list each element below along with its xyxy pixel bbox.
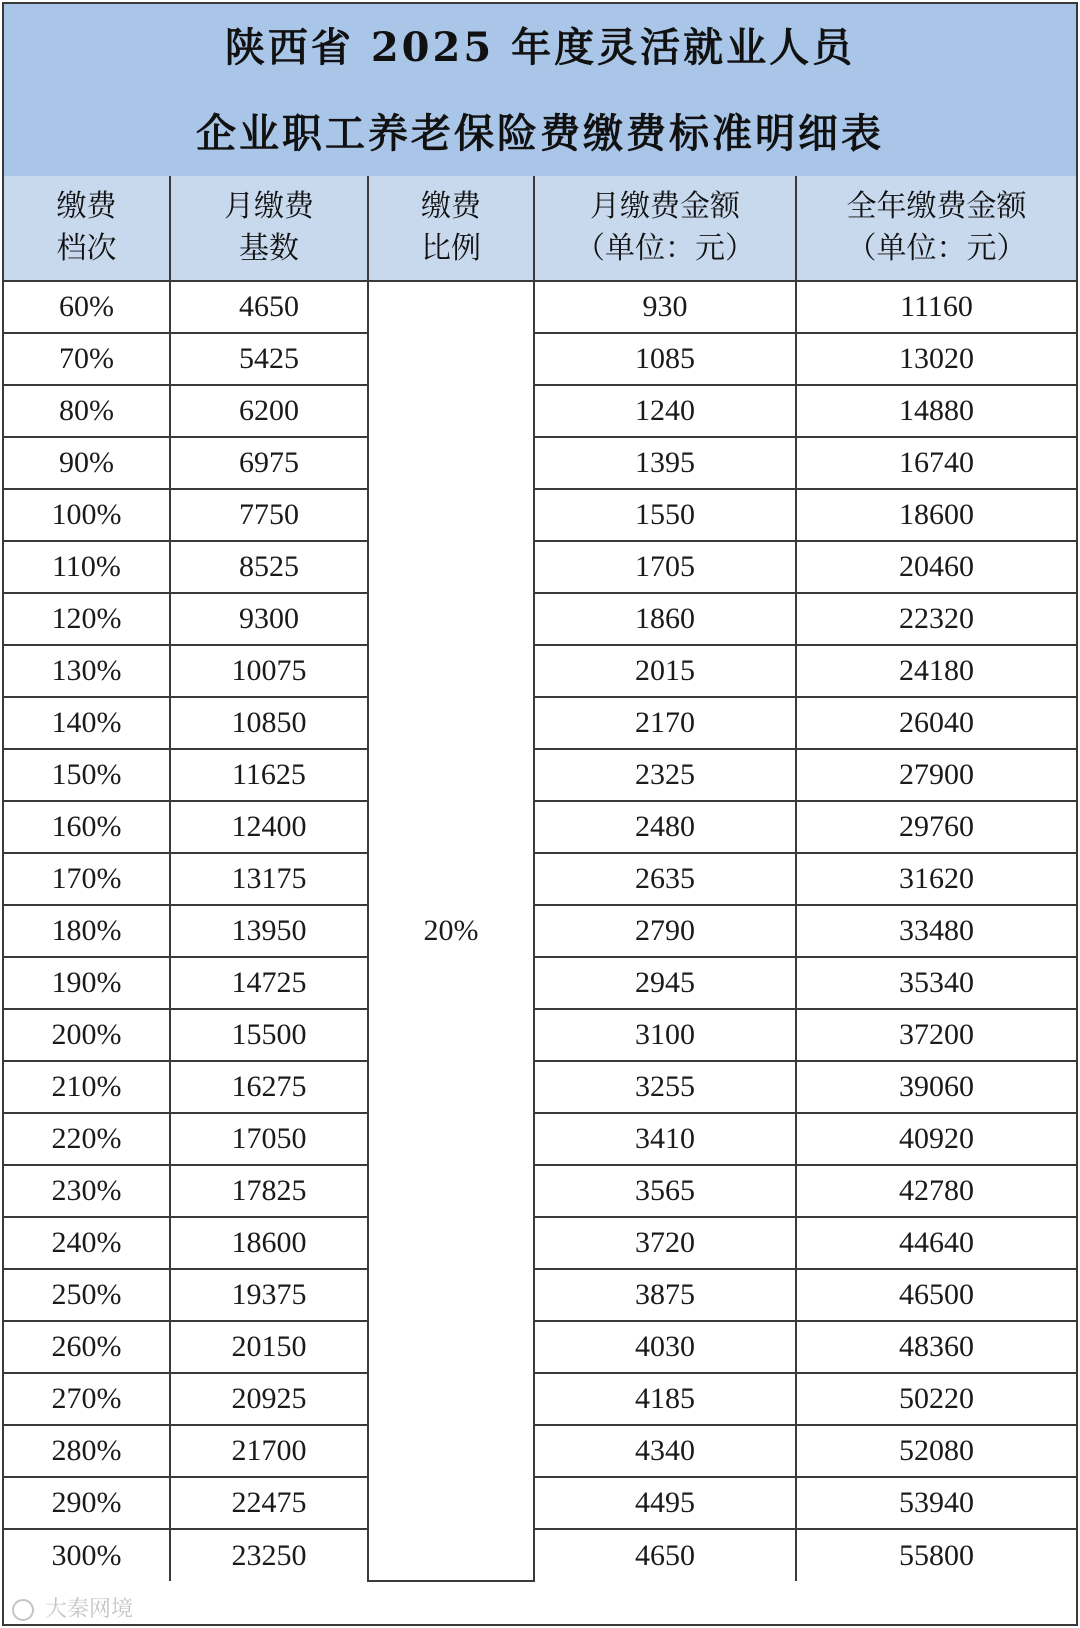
cell-grade: 260% (4, 1321, 170, 1373)
cell-annual-amount: 55800 (796, 1529, 1076, 1581)
cell-monthly-base: 7750 (170, 489, 368, 541)
fee-standard-sheet (2, 2, 1078, 1626)
cell-annual-amount: 13020 (796, 333, 1076, 385)
header-monthly-amount-line1: 月缴费金额 (590, 189, 740, 224)
cell-monthly-amount: 3875 (534, 1269, 796, 1321)
cell-grade: 150% (4, 749, 170, 801)
cell-annual-amount: 20460 (796, 541, 1076, 593)
cell-annual-amount: 26040 (796, 697, 1076, 749)
cell-grade: 290% (4, 1477, 170, 1529)
cell-grade: 200% (4, 1009, 170, 1061)
cell-grade: 160% (4, 801, 170, 853)
cell-monthly-base: 4650 (170, 281, 368, 333)
cell-annual-amount: 39060 (796, 1061, 1076, 1113)
title-line-1: 陕西省 2025 年度灵活就业人员 (224, 24, 856, 71)
header-ratio-line1: 缴费 (421, 189, 481, 224)
table-row (4, 385, 1076, 437)
header-ratio-line2: 比例 (421, 231, 481, 266)
cell-monthly-amount: 1550 (534, 489, 796, 541)
cell-grade: 70% (4, 333, 170, 385)
cell-monthly-amount: 3720 (534, 1217, 796, 1269)
table-row (4, 957, 1076, 1009)
cell-monthly-amount: 930 (534, 281, 796, 333)
table-row (4, 1529, 1076, 1581)
cell-monthly-amount: 1860 (534, 593, 796, 645)
cell-monthly-base: 17050 (170, 1113, 368, 1165)
cell-monthly-base: 14725 (170, 957, 368, 1009)
cell-annual-amount: 18600 (796, 489, 1076, 541)
header-ratio (368, 176, 534, 281)
cell-monthly-base: 10850 (170, 697, 368, 749)
cell-annual-amount: 52080 (796, 1425, 1076, 1477)
table-row (4, 801, 1076, 853)
header-monthly-base-line1: 月缴费 (224, 189, 314, 224)
table-row (4, 281, 1076, 333)
cell-monthly-amount: 1085 (534, 333, 796, 385)
cell-annual-amount: 27900 (796, 749, 1076, 801)
cell-grade: 80% (4, 385, 170, 437)
table-row (4, 1321, 1076, 1373)
cell-annual-amount: 37200 (796, 1009, 1076, 1061)
table-row (4, 1009, 1076, 1061)
watermark-logo-icon (12, 1599, 34, 1621)
cell-annual-amount: 42780 (796, 1165, 1076, 1217)
table-row (4, 489, 1076, 541)
cell-monthly-base: 16275 (170, 1061, 368, 1113)
cell-monthly-base: 12400 (170, 801, 368, 853)
cell-monthly-base: 20150 (170, 1321, 368, 1373)
cell-monthly-base: 19375 (170, 1269, 368, 1321)
header-grade-line1: 缴费 (56, 189, 117, 224)
fee-table-body (4, 281, 1076, 1581)
cell-monthly-amount: 4340 (534, 1425, 796, 1477)
table-row (4, 1477, 1076, 1529)
table-row (4, 853, 1076, 905)
cell-monthly-amount: 2480 (534, 801, 796, 853)
cell-annual-amount: 24180 (796, 645, 1076, 697)
cell-monthly-base: 22475 (170, 1477, 368, 1529)
cell-monthly-base: 13175 (170, 853, 368, 905)
cell-grade: 230% (4, 1165, 170, 1217)
cell-annual-amount: 11160 (796, 281, 1076, 333)
cell-monthly-base: 10075 (170, 645, 368, 697)
cell-annual-amount: 53940 (796, 1477, 1076, 1529)
cell-monthly-amount: 4030 (534, 1321, 796, 1373)
cell-monthly-base: 11625 (170, 749, 368, 801)
cell-grade: 210% (4, 1061, 170, 1113)
cell-monthly-amount: 1240 (534, 385, 796, 437)
cell-grade: 180% (4, 905, 170, 957)
title-line-2: 企业职工养老保险费缴费标准明细表 (196, 110, 884, 157)
cell-monthly-base: 21700 (170, 1425, 368, 1477)
table-row (4, 1061, 1076, 1113)
table-row (4, 437, 1076, 489)
cell-monthly-amount: 1705 (534, 541, 796, 593)
table-row (4, 749, 1076, 801)
cell-monthly-amount: 3100 (534, 1009, 796, 1061)
cell-monthly-amount: 3410 (534, 1113, 796, 1165)
header-monthly-base-line2: 基数 (239, 231, 299, 266)
table-row (4, 905, 1076, 957)
cell-monthly-amount: 2790 (534, 905, 796, 957)
header-monthly-amount-line2: （单位：元） (575, 231, 755, 266)
table-row (4, 1269, 1076, 1321)
cell-monthly-base: 20925 (170, 1373, 368, 1425)
cell-monthly-base: 9300 (170, 593, 368, 645)
cell-grade: 220% (4, 1113, 170, 1165)
cell-grade: 120% (4, 593, 170, 645)
table-row (4, 541, 1076, 593)
cell-annual-amount: 29760 (796, 801, 1076, 853)
cell-monthly-base: 6975 (170, 437, 368, 489)
cell-ratio-merged: 20% (368, 281, 534, 1581)
cell-grade: 250% (4, 1269, 170, 1321)
cell-monthly-base: 18600 (170, 1217, 368, 1269)
cell-grade: 140% (4, 697, 170, 749)
cell-monthly-amount: 2015 (534, 645, 796, 697)
cell-monthly-amount: 4495 (534, 1477, 796, 1529)
table-row (4, 1165, 1076, 1217)
watermark (12, 1592, 133, 1623)
cell-monthly-base: 8525 (170, 541, 368, 593)
table-row (4, 1373, 1076, 1425)
header-monthly-base (170, 176, 368, 281)
cell-monthly-amount: 4185 (534, 1373, 796, 1425)
title-block (4, 4, 1076, 178)
cell-annual-amount: 44640 (796, 1217, 1076, 1269)
cell-monthly-base: 13950 (170, 905, 368, 957)
fee-table (4, 176, 1076, 1582)
cell-annual-amount: 16740 (796, 437, 1076, 489)
cell-monthly-amount: 3255 (534, 1061, 796, 1113)
table-row (4, 593, 1076, 645)
cell-annual-amount: 48360 (796, 1321, 1076, 1373)
header-grade (4, 176, 170, 281)
cell-monthly-base: 15500 (170, 1009, 368, 1061)
table-row (4, 1113, 1076, 1165)
header-row (4, 176, 1076, 281)
cell-monthly-amount: 3565 (534, 1165, 796, 1217)
cell-monthly-amount: 2170 (534, 697, 796, 749)
cell-monthly-amount: 2945 (534, 957, 796, 1009)
header-annual-amount (796, 176, 1076, 281)
header-monthly-amount (534, 176, 796, 281)
cell-grade: 270% (4, 1373, 170, 1425)
cell-annual-amount: 40920 (796, 1113, 1076, 1165)
cell-annual-amount: 33480 (796, 905, 1076, 957)
table-row (4, 1217, 1076, 1269)
table-row (4, 645, 1076, 697)
cell-monthly-base: 23250 (170, 1529, 368, 1581)
cell-annual-amount: 35340 (796, 957, 1076, 1009)
cell-grade: 240% (4, 1217, 170, 1269)
table-row (4, 333, 1076, 385)
cell-grade: 90% (4, 437, 170, 489)
cell-grade: 170% (4, 853, 170, 905)
cell-monthly-base: 5425 (170, 333, 368, 385)
header-annual-amount-line2: （单位：元） (846, 231, 1027, 266)
cell-monthly-amount: 1395 (534, 437, 796, 489)
header-annual-amount-line1: 全年缴费金额 (846, 189, 1027, 224)
cell-annual-amount: 50220 (796, 1373, 1076, 1425)
watermark-text: 大秦网境 (45, 1597, 134, 1622)
cell-annual-amount: 46500 (796, 1269, 1076, 1321)
cell-monthly-amount: 4650 (534, 1529, 796, 1581)
cell-monthly-amount: 2325 (534, 749, 796, 801)
table-row (4, 697, 1076, 749)
cell-grade: 110% (4, 541, 170, 593)
table-row (4, 1425, 1076, 1477)
cell-monthly-amount: 2635 (534, 853, 796, 905)
cell-annual-amount: 31620 (796, 853, 1076, 905)
cell-annual-amount: 22320 (796, 593, 1076, 645)
cell-annual-amount: 14880 (796, 385, 1076, 437)
cell-grade: 60% (4, 281, 170, 333)
header-grade-line2: 档次 (56, 231, 117, 266)
cell-grade: 280% (4, 1425, 170, 1477)
cell-grade: 100% (4, 489, 170, 541)
cell-monthly-base: 17825 (170, 1165, 368, 1217)
cell-monthly-base: 6200 (170, 385, 368, 437)
cell-grade: 190% (4, 957, 170, 1009)
cell-grade: 130% (4, 645, 170, 697)
cell-grade: 300% (4, 1529, 170, 1581)
